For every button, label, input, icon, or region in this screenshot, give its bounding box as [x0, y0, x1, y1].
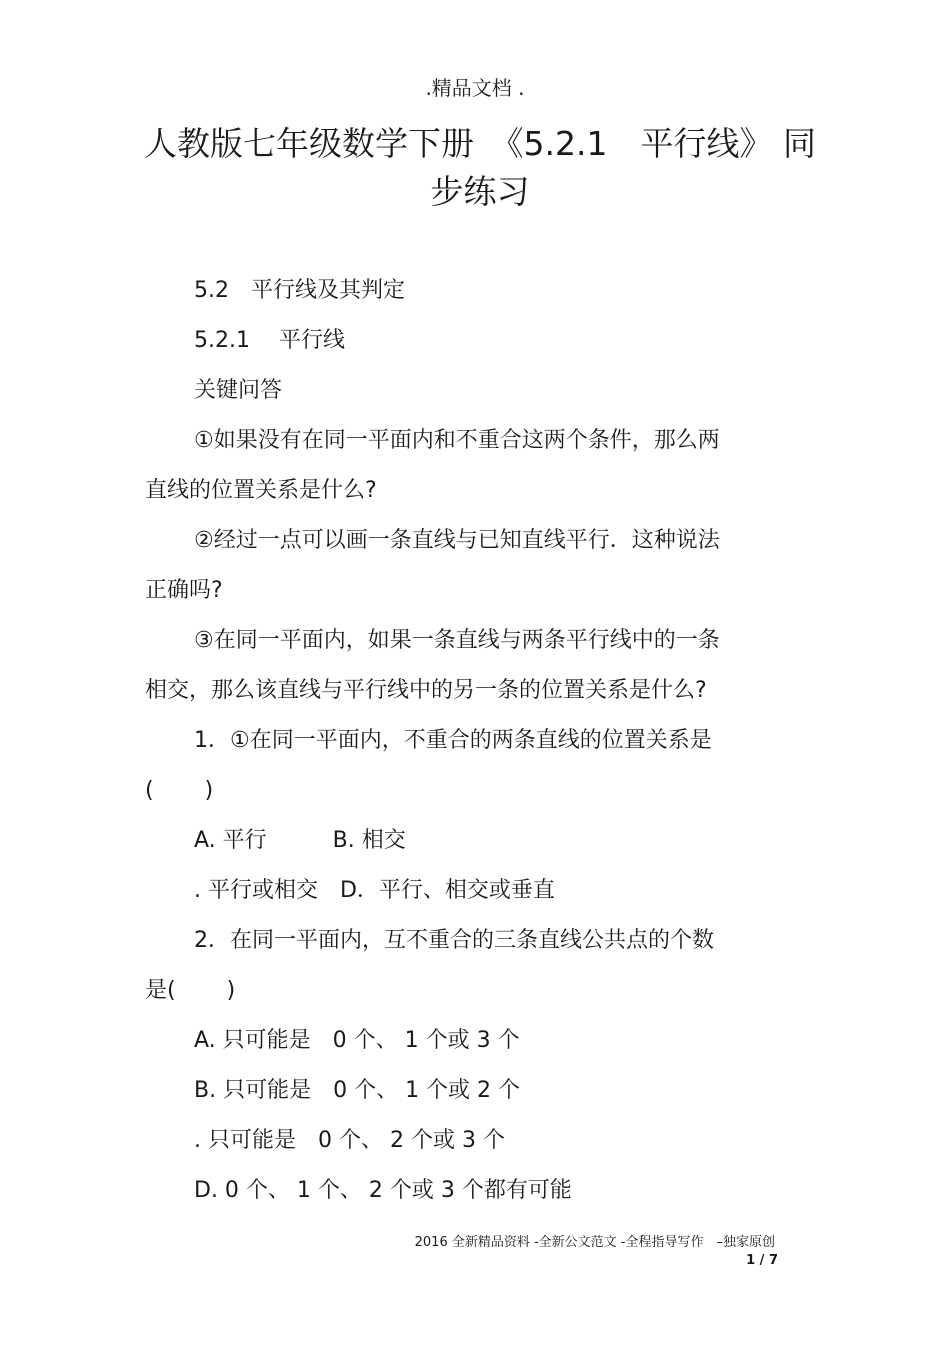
- section-heading: 5.2 平行线及其判定: [194, 278, 405, 303]
- page-header: .精品文档 .: [425, 76, 525, 100]
- question-3-line-2: 相交，那么该直线与平行线中的另一条的位置关系是什么?: [145, 678, 707, 703]
- key-questions-heading: 关键问答: [194, 378, 283, 403]
- exercise-1-line-1: 1．①在同一平面内，不重合的两条直线的位置关系是: [194, 728, 712, 753]
- footer-text: 2016 全新精品资料 -全新公文范文 -全程指导写作 –独家原创: [414, 1235, 775, 1250]
- page-number: 1 / 7: [746, 1253, 778, 1268]
- document-title-line-2: 步练习: [430, 172, 530, 211]
- exercise-1-options-cd: . 平行或相交 D．平行、相交或垂直: [194, 878, 555, 903]
- exercise-1-options-ab: A. 平行 B. 相交: [194, 828, 406, 853]
- question-2-line-2: 正确吗?: [145, 578, 223, 603]
- exercise-2-line-1: 2．在同一平面内，互不重合的三条直线公共点的个数: [194, 928, 714, 953]
- exercise-1-line-2: ( ): [145, 778, 214, 803]
- question-3-line-1: ③在同一平面内，如果一条直线与两条平行线中的一条: [194, 628, 720, 653]
- exercise-2-option-c: . 只可能是 0 个、 2 个或 3 个: [194, 1128, 505, 1153]
- exercise-2-option-d: D. 0 个、 1 个、 2 个或 3 个都有可能: [194, 1178, 572, 1203]
- question-1-line-1: ①如果没有在同一平面内和不重合这两个条件，那么两: [194, 428, 720, 453]
- document-title-line-1: 人教版七年级数学下册 《5.2.1 平行线》 同: [144, 124, 816, 163]
- question-1-line-2: 直线的位置关系是什么?: [145, 478, 377, 503]
- question-2-line-1: ②经过一点可以画一条直线与已知直线平行．这种说法: [194, 528, 720, 553]
- exercise-2-line-2: 是( ): [145, 978, 236, 1003]
- subsection-heading: 5.2.1 平行线: [194, 328, 345, 353]
- exercise-2-option-b: B. 只可能是 0 个、 1 个或 2 个: [194, 1078, 521, 1103]
- exercise-2-option-a: A. 只可能是 0 个、 1 个或 3 个: [194, 1028, 520, 1053]
